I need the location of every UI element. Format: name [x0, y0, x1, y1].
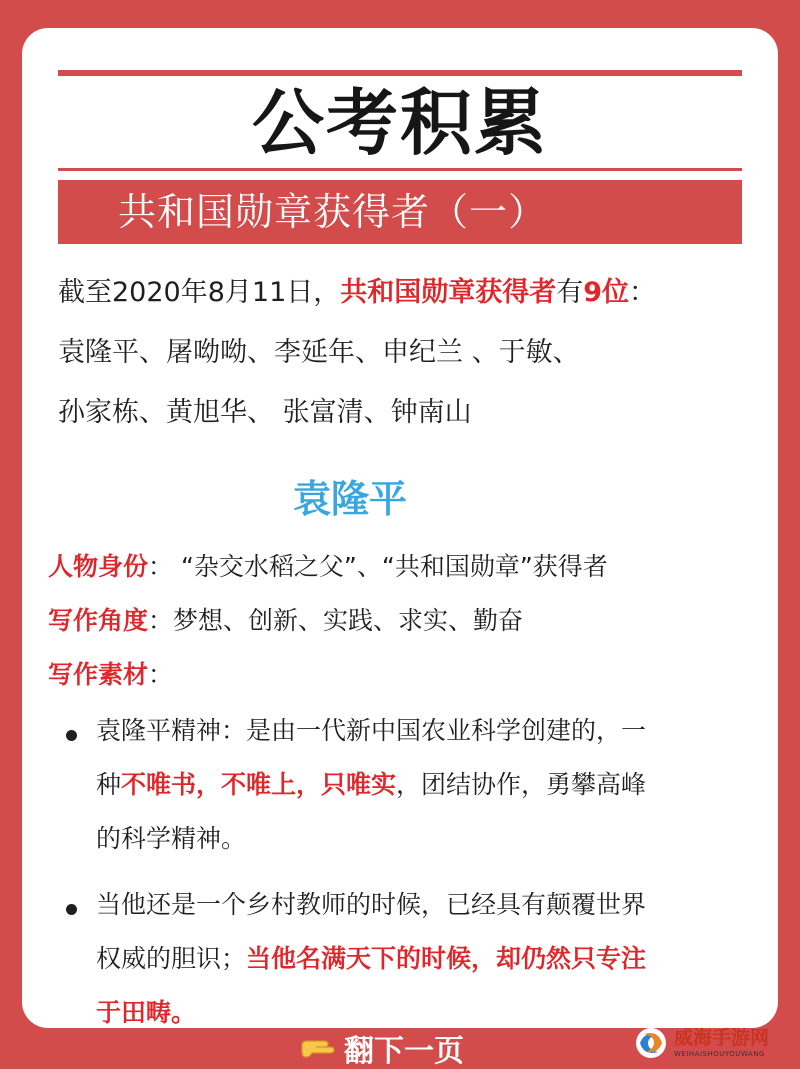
- bullet-2-highlight-end: 于田畴。: [96, 998, 197, 1027]
- intro-highlight-text: 共和国勋章获得者: [340, 277, 557, 308]
- bullet-dot-icon: [66, 730, 77, 741]
- intro-paragraph: [58, 272, 758, 452]
- identity-value: ： “杂交水稻之父”、“共和国勋章”获得者: [148, 552, 608, 581]
- pointing-hand-icon: [300, 1035, 338, 1061]
- list-item: [64, 712, 744, 874]
- bullet-2-prefix: 权威的胆识；: [96, 944, 247, 973]
- identity-row: [48, 548, 768, 602]
- bullet-1-line-1: 袁隆平精神：是由一代新中国农业科学创建的，一: [96, 716, 647, 745]
- top-divider: [58, 70, 742, 76]
- site-logo-icon: [634, 1026, 668, 1060]
- material-bullet-list: [64, 712, 744, 1060]
- angle-row: [48, 602, 768, 656]
- bullet-1-suffix: ，团结协作，勇攀高峰: [396, 770, 647, 799]
- watermark-text: [674, 1027, 769, 1059]
- angle-label: 写作角度: [48, 606, 149, 635]
- identity-label: 人物身份: [48, 552, 149, 581]
- intro-line-2: 袁隆平、屠呦呦、李延年、申纪兰 、于敏、: [58, 337, 580, 368]
- material-label: 写作素材: [48, 660, 149, 689]
- bullet-2-line-2: [96, 940, 744, 994]
- intro-line-3: 孙家栋、黄旭华、 张富清、钟南山: [58, 397, 472, 428]
- angle-value: ：梦想、创新、实践、求实、勤奋: [148, 606, 524, 635]
- list-item: [64, 886, 744, 1048]
- intro-colon: ：: [629, 277, 657, 308]
- bullet-1-line-2: [96, 766, 744, 820]
- material-colon: ：: [148, 660, 174, 689]
- bullet-1-highlight: 不唯书，不唯上，只唯实: [121, 770, 397, 799]
- person-attributes: [48, 548, 768, 710]
- bullet-1-prefix: 种: [96, 770, 122, 799]
- page-title: 公考积累: [251, 81, 548, 165]
- bullet-1-line-3: 的科学精神。: [96, 824, 247, 853]
- site-watermark: [634, 1026, 769, 1060]
- person-name-heading: 袁隆平: [292, 477, 407, 521]
- bullet-2-line-1: 当他还是一个乡村教师的时候，已经具有颠覆世界: [96, 890, 647, 919]
- intro-line-1: [58, 272, 758, 332]
- next-page-button[interactable]: [300, 1030, 464, 1069]
- watermark-pinyin: WEIHAISHOUYOUWANG: [674, 1050, 765, 1058]
- watermark-name: 威海手游网: [674, 1027, 770, 1049]
- bullet-2-highlight: 当他名满天下的时候，却仍然只专注: [246, 944, 647, 973]
- next-page-label: 翻下一页: [344, 1034, 464, 1069]
- material-row: [48, 656, 768, 710]
- title-divider: [58, 168, 742, 171]
- intro-mid-text: 有: [556, 277, 584, 308]
- intro-count-text: 9位: [583, 277, 630, 308]
- subtitle-banner: 共和国勋章获得者（一）: [58, 180, 742, 244]
- bullet-dot-icon: [66, 904, 77, 915]
- intro-date-text: 截至2020年8月11日，: [58, 277, 341, 308]
